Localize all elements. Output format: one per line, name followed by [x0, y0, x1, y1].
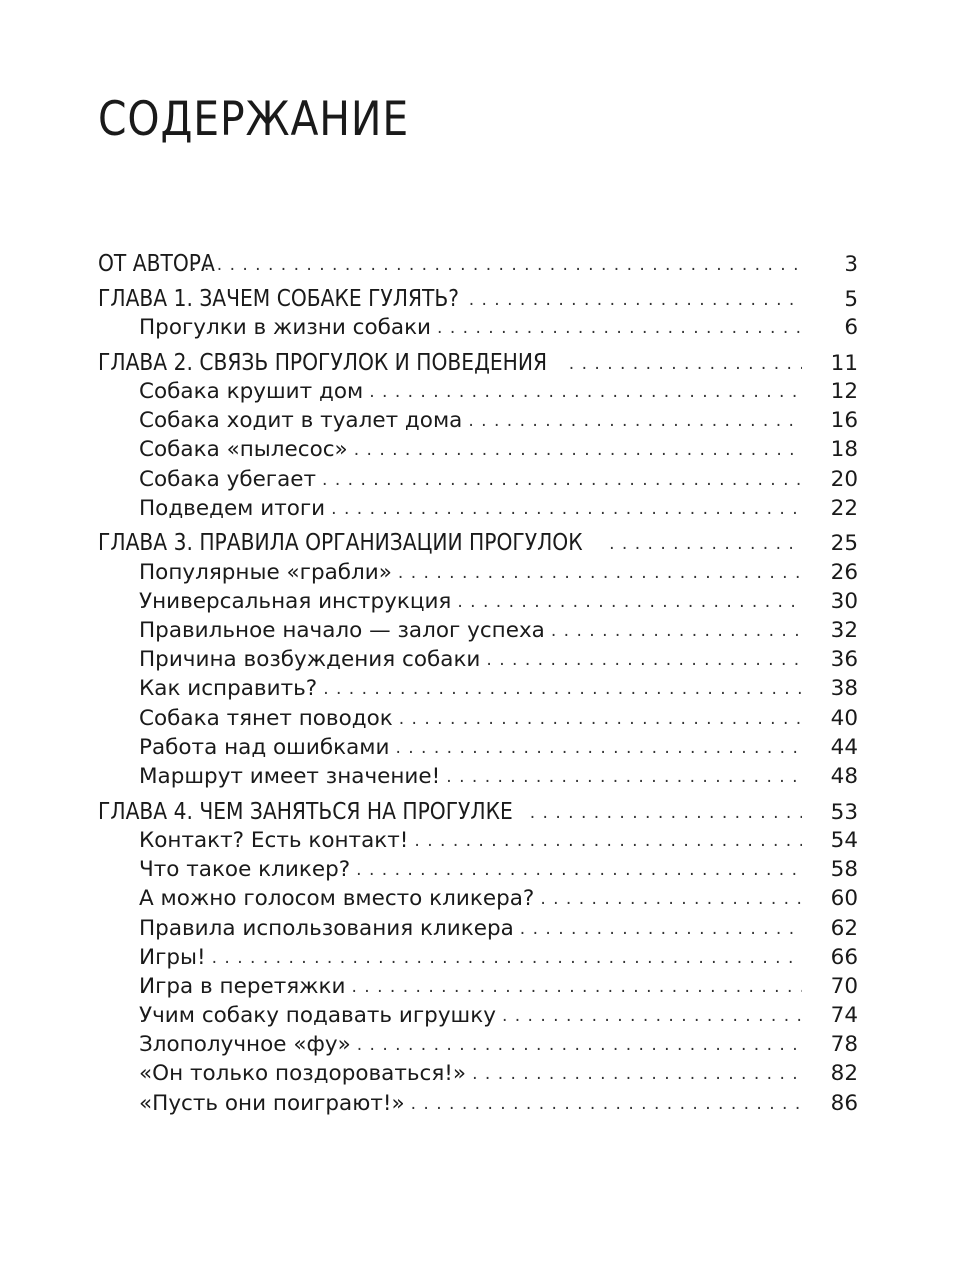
toc-entry-title: Правильное начало — залог успеха: [139, 618, 545, 644]
dot-leader: [357, 1035, 802, 1055]
toc-section-entry: [98, 1061, 858, 1090]
dot-leader: [369, 382, 802, 402]
toc-entry-title: Собака убегает: [139, 466, 317, 492]
toc-entry-title: Собака «пылесос»: [139, 437, 348, 463]
dot-leader: [551, 621, 802, 641]
toc-page-number: 11: [830, 350, 858, 376]
toc-chapter-entry: [98, 799, 858, 828]
toc-page-number: 54: [830, 827, 858, 853]
toc-page-number: 48: [830, 763, 858, 789]
toc-section-entry: [98, 647, 858, 676]
toc-page-number: 66: [830, 944, 858, 970]
dot-leader: [411, 1094, 802, 1114]
dot-leader: [609, 534, 802, 554]
dot-leader: [395, 738, 802, 758]
toc-entry-title: Игра в перетяжки: [139, 973, 346, 999]
table-of-contents: [98, 251, 858, 1120]
toc-page-number: 82: [830, 1061, 858, 1087]
dot-leader: [212, 948, 802, 968]
dot-leader: [191, 255, 802, 275]
page-title: СОДЕРЖАНИЕ: [98, 92, 410, 147]
dot-leader: [486, 650, 802, 670]
toc-entry-title: Контакт? Есть контакт!: [139, 827, 409, 853]
toc-entry-title: Подведем итоги: [139, 495, 326, 521]
toc-page-number: 38: [830, 676, 858, 702]
toc-page-number: 44: [830, 734, 858, 760]
toc-page-number: 22: [830, 495, 858, 521]
toc-section-entry: [98, 974, 858, 1003]
toc-chapter-entry: [98, 286, 858, 315]
dot-leader: [520, 919, 802, 939]
toc-section-entry: [98, 1003, 858, 1032]
toc-section-entry: [98, 886, 858, 915]
dot-leader: [352, 977, 803, 997]
toc-chapter-entry: [98, 530, 858, 559]
toc-entry-title: Маршрут имеет значение!: [139, 763, 441, 789]
toc-entry-title: ГЛАВА 3. ПРАВИЛА ОРГАНИЗАЦИИ ПРОГУЛОК: [98, 530, 583, 557]
toc-entry-title: Правила использования кликера: [139, 915, 514, 941]
toc-entry-title: ГЛАВА 1. ЗАЧЕМ СОБАКЕ ГУЛЯТЬ?: [98, 285, 460, 312]
toc-entry-title: Как исправить?: [139, 676, 318, 702]
dot-leader: [469, 290, 802, 310]
toc-entry-title: А можно голосом вместо кликера?: [139, 886, 535, 912]
toc-page-number: 78: [830, 1032, 858, 1058]
toc-entry-title: Учим собаку подавать игрушку: [139, 1003, 496, 1029]
toc-page-number: 26: [830, 559, 858, 585]
toc-entry-title: «Он только поздороваться!»: [139, 1061, 467, 1087]
toc-chapter-entry: [98, 251, 858, 280]
toc-entry-title: Причина возбуждения собаки: [139, 647, 481, 673]
toc-section-entry: [98, 618, 858, 647]
toc-entry-title: Универсальная инструкция: [139, 588, 452, 614]
toc-page-number: 3: [844, 252, 858, 277]
toc-section-entry: [98, 735, 858, 764]
toc-page-number: 53: [830, 799, 858, 825]
dot-leader: [530, 803, 802, 823]
toc-section-entry: [98, 764, 858, 793]
toc-section-entry: [98, 379, 858, 408]
dot-leader: [502, 1006, 802, 1026]
toc-section-entry: [98, 560, 858, 589]
dot-leader: [446, 767, 802, 787]
toc-section-entry: [98, 916, 858, 945]
toc-page-number: 6: [844, 314, 858, 340]
toc-page-number: 36: [830, 647, 858, 673]
toc-section-entry: [98, 828, 858, 857]
toc-entry-title: ОТ АВТОРА: [98, 251, 215, 277]
toc-section-entry: [98, 706, 858, 735]
toc-entry-title: Злополучное «фу»: [139, 1032, 351, 1058]
toc-page-number: 60: [830, 886, 858, 912]
toc-section-entry: [98, 496, 858, 525]
toc-page-number: 32: [830, 618, 858, 644]
toc-section-entry: [98, 945, 858, 974]
dot-leader: [540, 889, 802, 909]
toc-page-number: 18: [830, 437, 858, 463]
toc-entry-title: ГЛАВА 2. СВЯЗЬ ПРОГУЛОК И ПОВЕДЕНИЯ: [98, 349, 548, 376]
dot-leader: [472, 1064, 802, 1084]
toc-entry-title: Игры!: [139, 944, 206, 970]
dot-leader: [569, 354, 802, 374]
toc-page-number: 12: [830, 378, 858, 404]
toc-page-number: 16: [830, 408, 858, 434]
toc-section-entry: [98, 408, 858, 437]
toc-entry-title: «Пусть они поиграют!»: [139, 1090, 405, 1116]
toc-section-entry: [98, 676, 858, 705]
dot-leader: [331, 499, 802, 519]
toc-page-number: 30: [830, 588, 858, 614]
dot-leader: [437, 318, 802, 338]
toc-page-number: 5: [844, 286, 858, 312]
toc-section-entry: [98, 857, 858, 886]
toc-entry-title: Собака тянет поводок: [139, 705, 393, 731]
dot-leader: [457, 592, 802, 612]
toc-page-number: 74: [830, 1003, 858, 1029]
toc-page-number: 20: [830, 466, 858, 492]
toc-section-entry: [98, 315, 858, 344]
dot-leader: [414, 831, 802, 851]
dot-leader: [399, 709, 802, 729]
toc-section-entry: [98, 437, 858, 466]
toc-page-number: 58: [830, 857, 858, 883]
toc-entry-title: Что такое кликер?: [139, 857, 351, 883]
toc-entry-title: Собака крушит дом: [139, 378, 364, 404]
dot-leader: [398, 563, 802, 583]
toc-entry-title: Собака ходит в туалет дома: [139, 408, 463, 434]
dot-leader: [356, 860, 802, 880]
toc-page-number: 40: [830, 705, 858, 731]
toc-page-number: 70: [830, 973, 858, 999]
toc-entry-title: Работа над ошибками: [139, 734, 390, 760]
dot-leader: [468, 411, 802, 431]
toc-page-number: 86: [830, 1090, 858, 1116]
dot-leader: [354, 440, 802, 460]
toc-section-entry: [98, 1032, 858, 1061]
dot-leader: [322, 470, 802, 490]
toc-entry-title: Прогулки в жизни собаки: [139, 314, 432, 340]
toc-section-entry: [98, 1091, 858, 1120]
toc-entry-title: Популярные «грабли»: [139, 559, 392, 585]
toc-page-number: 62: [830, 915, 858, 941]
toc-entry-title: ГЛАВА 4. ЧЕМ ЗАНЯТЬСЯ НА ПРОГУЛКЕ: [98, 798, 513, 825]
toc-page-number: 25: [830, 531, 858, 557]
toc-section-entry: [98, 467, 858, 496]
toc-chapter-entry: [98, 350, 858, 379]
dot-leader: [323, 679, 802, 699]
toc-section-entry: [98, 589, 858, 618]
